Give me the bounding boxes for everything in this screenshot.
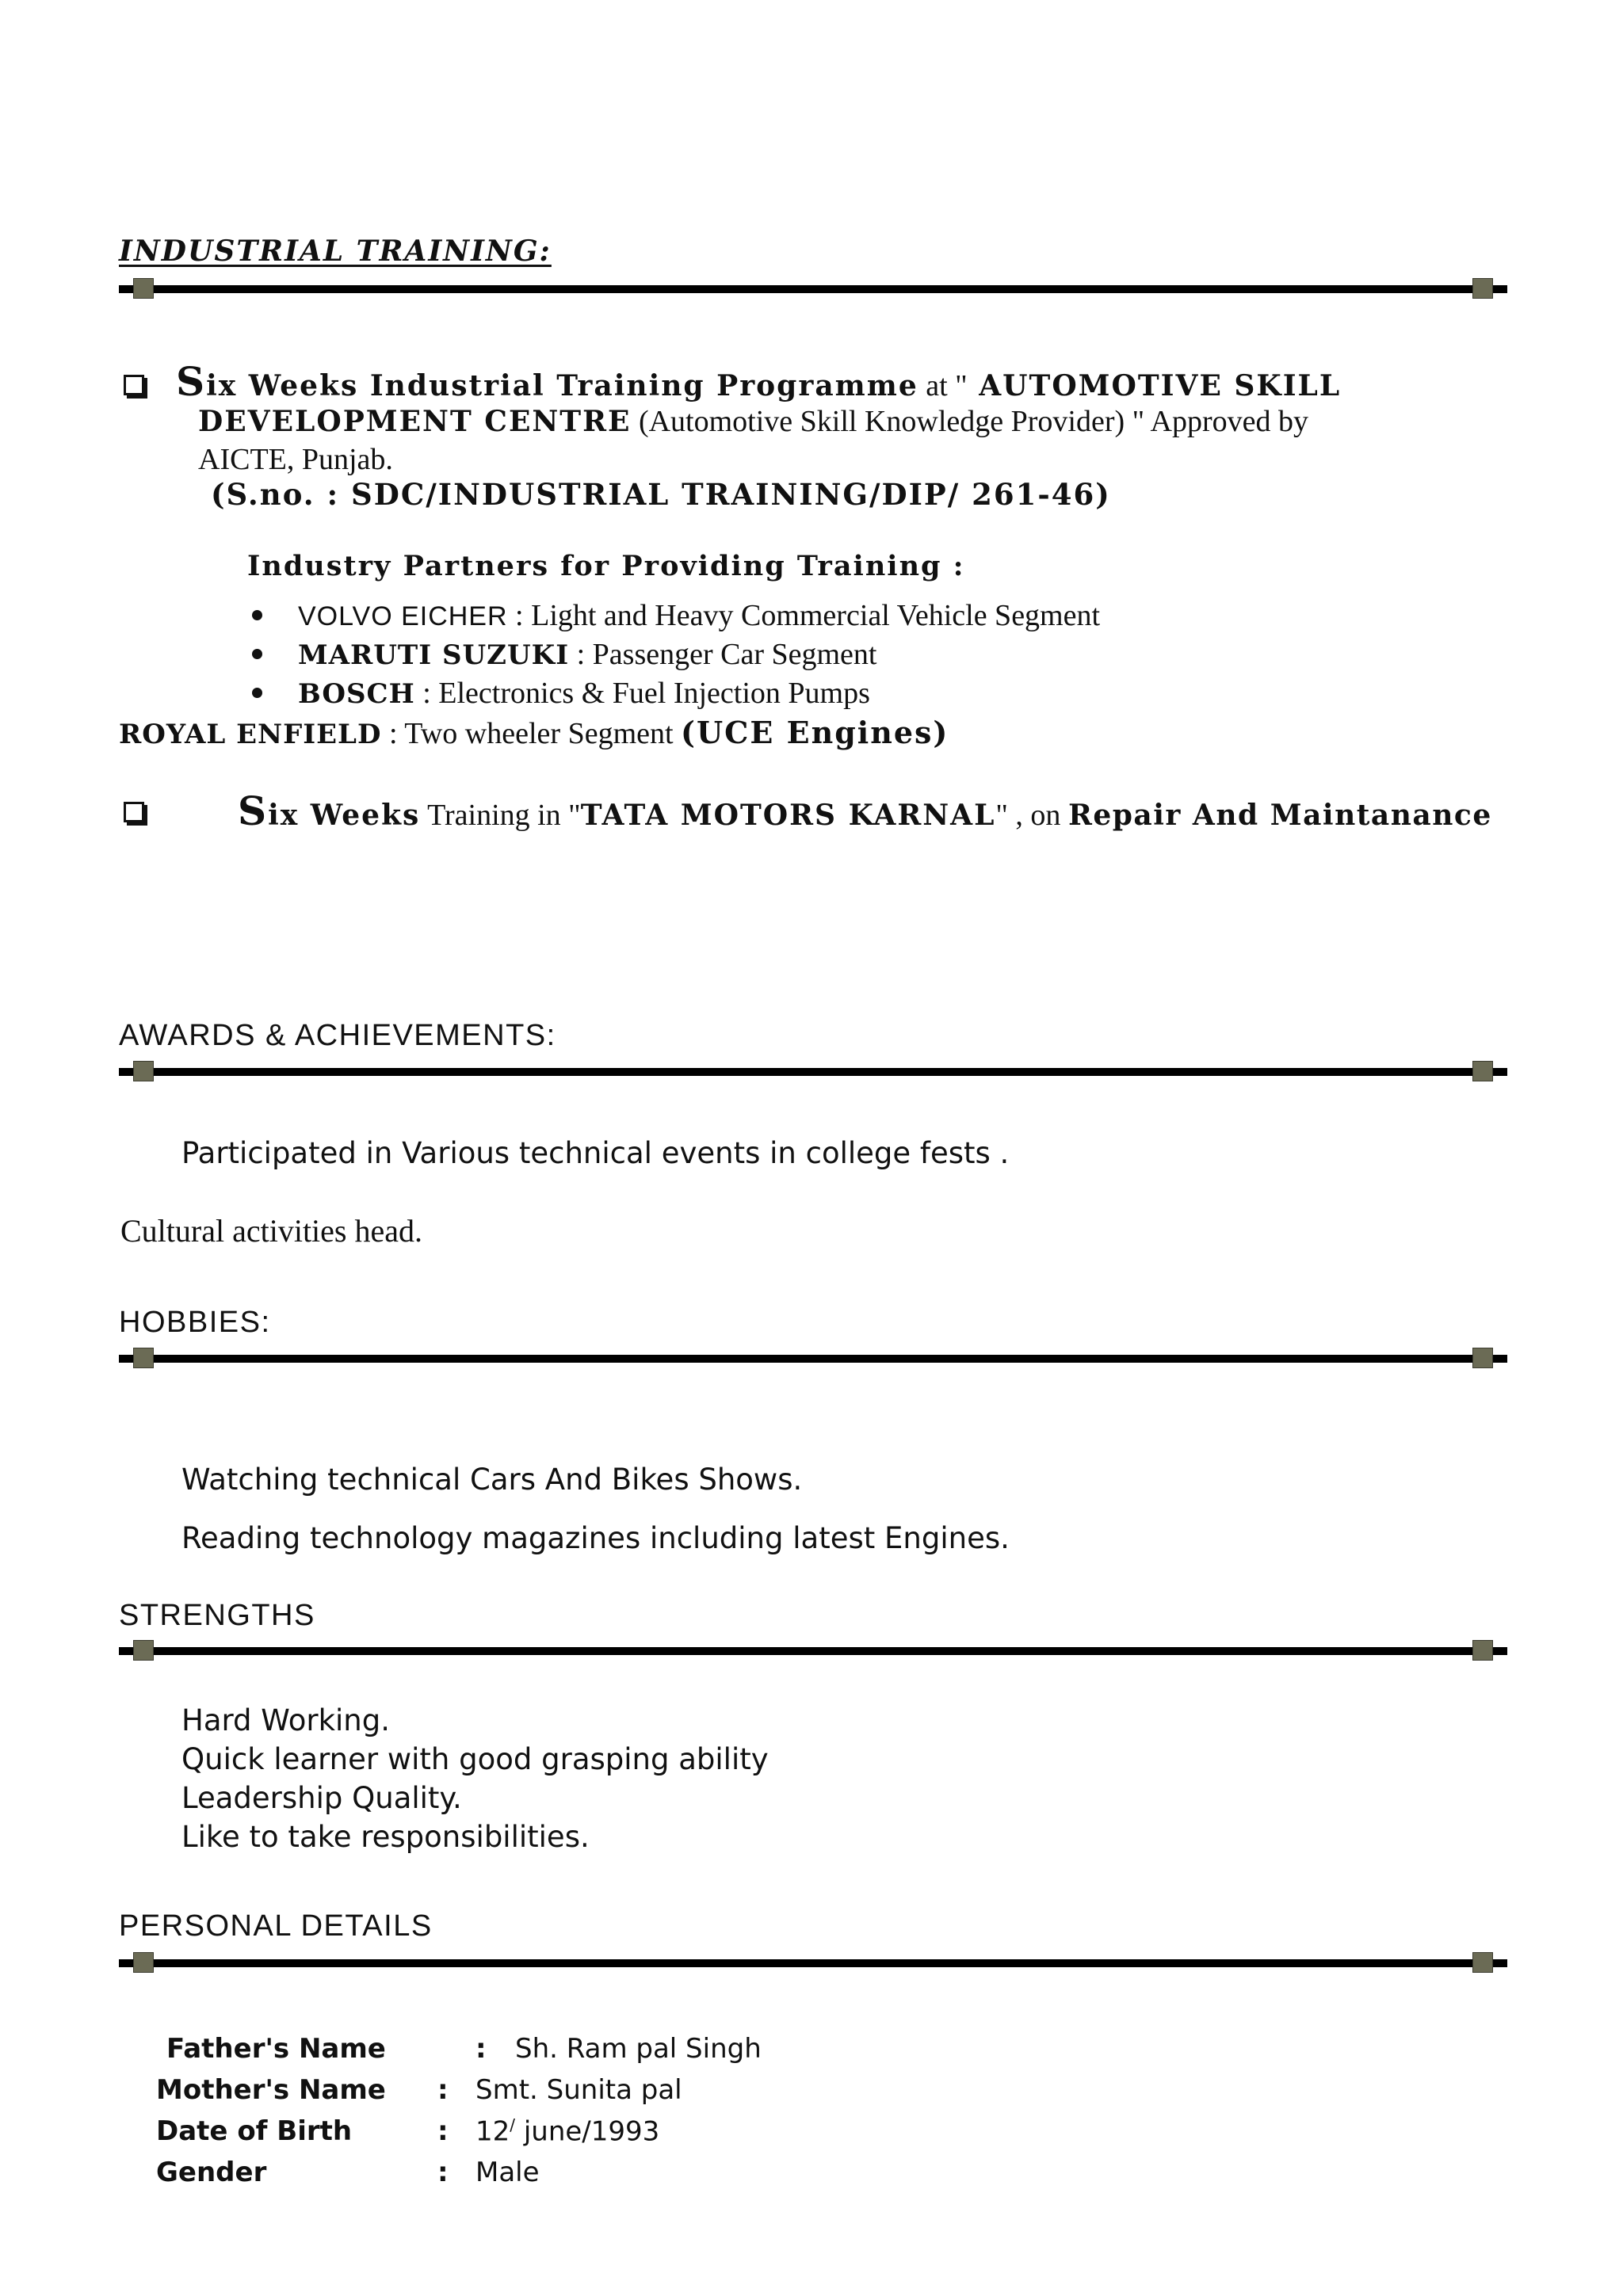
training-item-2 (238, 788, 1492, 834)
checkbox-bullet-icon (124, 375, 144, 395)
personal-colon: : (437, 2074, 449, 2106)
checkbox-bullet-icon (124, 802, 144, 822)
partner-row (298, 598, 1100, 633)
hobby-item: Reading technology magazines including latest Engines. (181, 1521, 1010, 1555)
personal-label-father: Father's Name (166, 2033, 386, 2065)
personal-value-mother: Smt. Sunita pal (475, 2074, 682, 2106)
partner-row-royal-enfield (119, 715, 949, 751)
dob-rest: june/1993 (515, 2115, 660, 2148)
bullet-dot-icon (252, 610, 262, 620)
training-item-1-at: at " (918, 369, 968, 402)
section-title-hobbies: HOBBIES: (119, 1306, 271, 1339)
dob-sup: / (510, 2115, 516, 2134)
personal-value-dob (475, 2115, 659, 2147)
partner-desc: : Passenger Car Segment (569, 638, 877, 671)
strength-item: Like to take responsibilities. (181, 1820, 590, 1854)
section-divider (119, 1637, 1507, 1664)
section-divider (119, 1949, 1507, 1976)
strength-item: Quick learner with good grasping ability (181, 1742, 769, 1776)
partner-row (298, 637, 876, 672)
personal-label-mother: Mother's Name (156, 2074, 386, 2106)
partner-name: ROYAL ENFIELD (119, 719, 382, 750)
training-item-2-lead: ix Weeks (268, 799, 421, 832)
section-title-personal-details: PERSONAL DETAILS (119, 1909, 433, 1943)
partner-tail: (UCE Engines) (681, 715, 949, 750)
strength-item: Leadership Quality. (181, 1781, 462, 1815)
personal-label-gender: Gender (156, 2157, 267, 2188)
section-title-industrial-training: INDUSTRIAL TRAINING: (119, 235, 552, 268)
personal-label-dob: Date of Birth (156, 2115, 353, 2147)
training-item-1-line-3: AICTE, Punjab. (198, 443, 393, 476)
dob-day: 12 (475, 2115, 510, 2148)
training-item-1-sno: (S.no. : SDC/INDUSTRIAL TRAINING/DIP/ 261-46) (211, 477, 1111, 512)
bullet-dot-icon (252, 688, 262, 698)
section-divider (119, 1058, 1507, 1085)
training-item-1-desc: (Automotive Skill Knowledge Provider) " Approved by (631, 405, 1309, 438)
drop-letter: S (176, 358, 207, 405)
training-item-2-mid: Training in " (420, 799, 581, 832)
personal-value-father: Sh. Ram pal Singh (515, 2033, 762, 2065)
partners-label: Industry Partners for Providing Training : (247, 550, 965, 582)
training-item-1-org-2: DEVELOPMENT CENTRE (198, 405, 632, 438)
partner-row (298, 676, 870, 711)
award-line: Participated in Various technical events in college fests . (181, 1136, 1010, 1170)
award-line: Cultural activities head. (120, 1213, 422, 1249)
section-divider (119, 275, 1507, 302)
training-item-2-topic: Repair And Maintanance (1067, 799, 1492, 832)
training-item-2-org: TATA MOTORS KARNAL (580, 799, 996, 832)
partner-name: MARUTI SUZUKI (298, 639, 570, 671)
partner-desc: : Two wheeler Segment (381, 717, 682, 750)
partner-name: VOLVO EICHER (298, 601, 508, 631)
section-divider (119, 1344, 1507, 1371)
hobby-item: Watching technical Cars And Bikes Shows. (181, 1463, 803, 1497)
personal-colon: : (475, 2033, 487, 2065)
drop-letter: S (238, 788, 269, 834)
training-item-1-lead: ix Weeks Industrial Training Programme (206, 369, 918, 402)
section-title-awards: AWARDS & ACHIEVEMENTS: (119, 1019, 556, 1052)
bullet-dot-icon (252, 649, 262, 659)
personal-value-gender: Male (475, 2157, 540, 2188)
partner-name: BOSCH (298, 678, 415, 710)
partner-desc: : Electronics & Fuel Injection Pumps (414, 677, 870, 710)
section-title-strengths: STRENGTHS (119, 1599, 315, 1632)
strength-item: Hard Working. (181, 1703, 390, 1737)
partner-desc: : Light and Heavy Commercial Vehicle Segment (507, 599, 1101, 632)
training-item-1-line-2 (198, 404, 1308, 439)
personal-colon: : (437, 2157, 449, 2188)
training-item-2-mid2: " , on (995, 799, 1068, 832)
training-item-1-org-1: AUTOMOTIVE SKILL (967, 369, 1342, 402)
personal-colon: : (437, 2115, 449, 2147)
training-item-1-line-1 (176, 358, 1341, 405)
